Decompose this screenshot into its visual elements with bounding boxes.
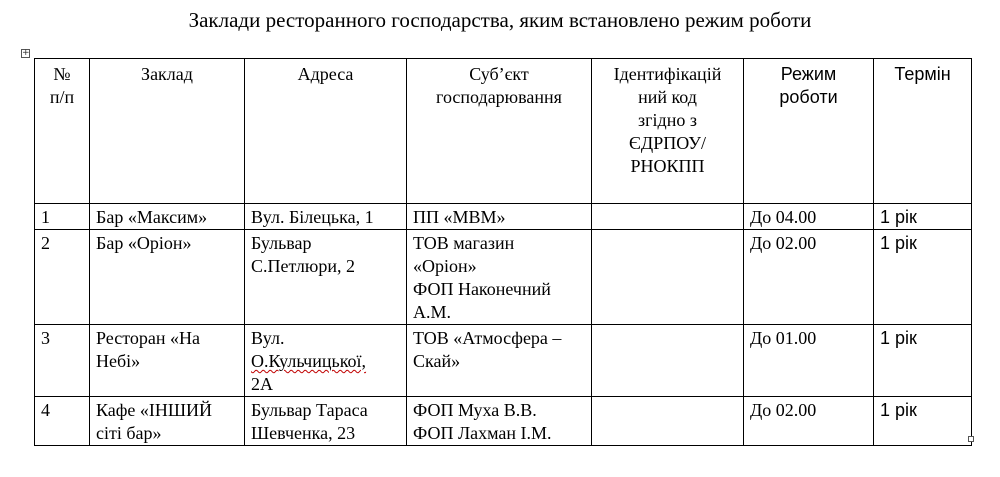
row-num: 1 — [35, 204, 90, 230]
row-term: 1 рік — [874, 397, 972, 446]
row-code — [592, 397, 744, 446]
row-term: 1 рік — [874, 204, 972, 230]
row-entity: ПП «МВМ» — [407, 204, 592, 230]
row-code — [592, 325, 744, 397]
header-entity: Суб’єкт господарювання — [407, 59, 592, 204]
row-mode: До 04.00 — [744, 204, 874, 230]
row-entity: ФОП Муха В.В. ФОП Лахман І.М. — [407, 397, 592, 446]
row-num: 3 — [35, 325, 90, 397]
row-address: Бульвар Тараса Шевченка, 23 — [245, 397, 407, 446]
header-term: Термін — [874, 59, 972, 204]
header-num: № п/п — [35, 59, 90, 204]
establishments-table — [34, 58, 972, 446]
header-code: Ідентифікацій ний код згідно з ЄДРПОУ/ РНОКПП — [592, 59, 744, 204]
row-entity: ТОВ магазин «Оріон» ФОП Наконечний А.М. — [407, 230, 592, 325]
row-term: 1 рік — [874, 230, 972, 325]
row-code — [592, 204, 744, 230]
document-title: Заклади ресторанного господарства, яким встановлено режим роботи — [188, 8, 812, 32]
row-place: Кафе «ІНШИЙ сіті бар» — [90, 397, 245, 446]
table-row — [35, 325, 972, 397]
table-header-row — [35, 59, 972, 204]
row-address: Вул. О.Кульчицької, 2А — [245, 325, 407, 397]
table-row — [35, 397, 972, 446]
table-row — [35, 204, 972, 230]
table-resize-handle-icon[interactable] — [968, 436, 974, 442]
row-entity: ТОВ «Атмосфера – Скай» — [407, 325, 592, 397]
row-address: Вул. Білецька, 1 — [245, 204, 407, 230]
row-place: Бар «Оріон» — [90, 230, 245, 325]
row-mode: До 02.00 — [744, 397, 874, 446]
row-address: Бульвар С.Петлюри, 2 — [245, 230, 407, 325]
header-place: Заклад — [90, 59, 245, 204]
spellcheck-underline: О.Кульчицької, — [251, 351, 367, 371]
row-num: 2 — [35, 230, 90, 325]
row-mode: До 02.00 — [744, 230, 874, 325]
header-mode: Режим роботи — [744, 59, 874, 204]
row-num: 4 — [35, 397, 90, 446]
row-place: Ресторан «На Небі» — [90, 325, 245, 397]
header-address: Адреса — [245, 59, 407, 204]
table-row — [35, 230, 972, 325]
table-move-handle-icon[interactable]: + — [22, 48, 30, 58]
row-mode: До 01.00 — [744, 325, 874, 397]
row-place: Бар «Максим» — [90, 204, 245, 230]
row-term: 1 рік — [874, 325, 972, 397]
row-code — [592, 230, 744, 325]
